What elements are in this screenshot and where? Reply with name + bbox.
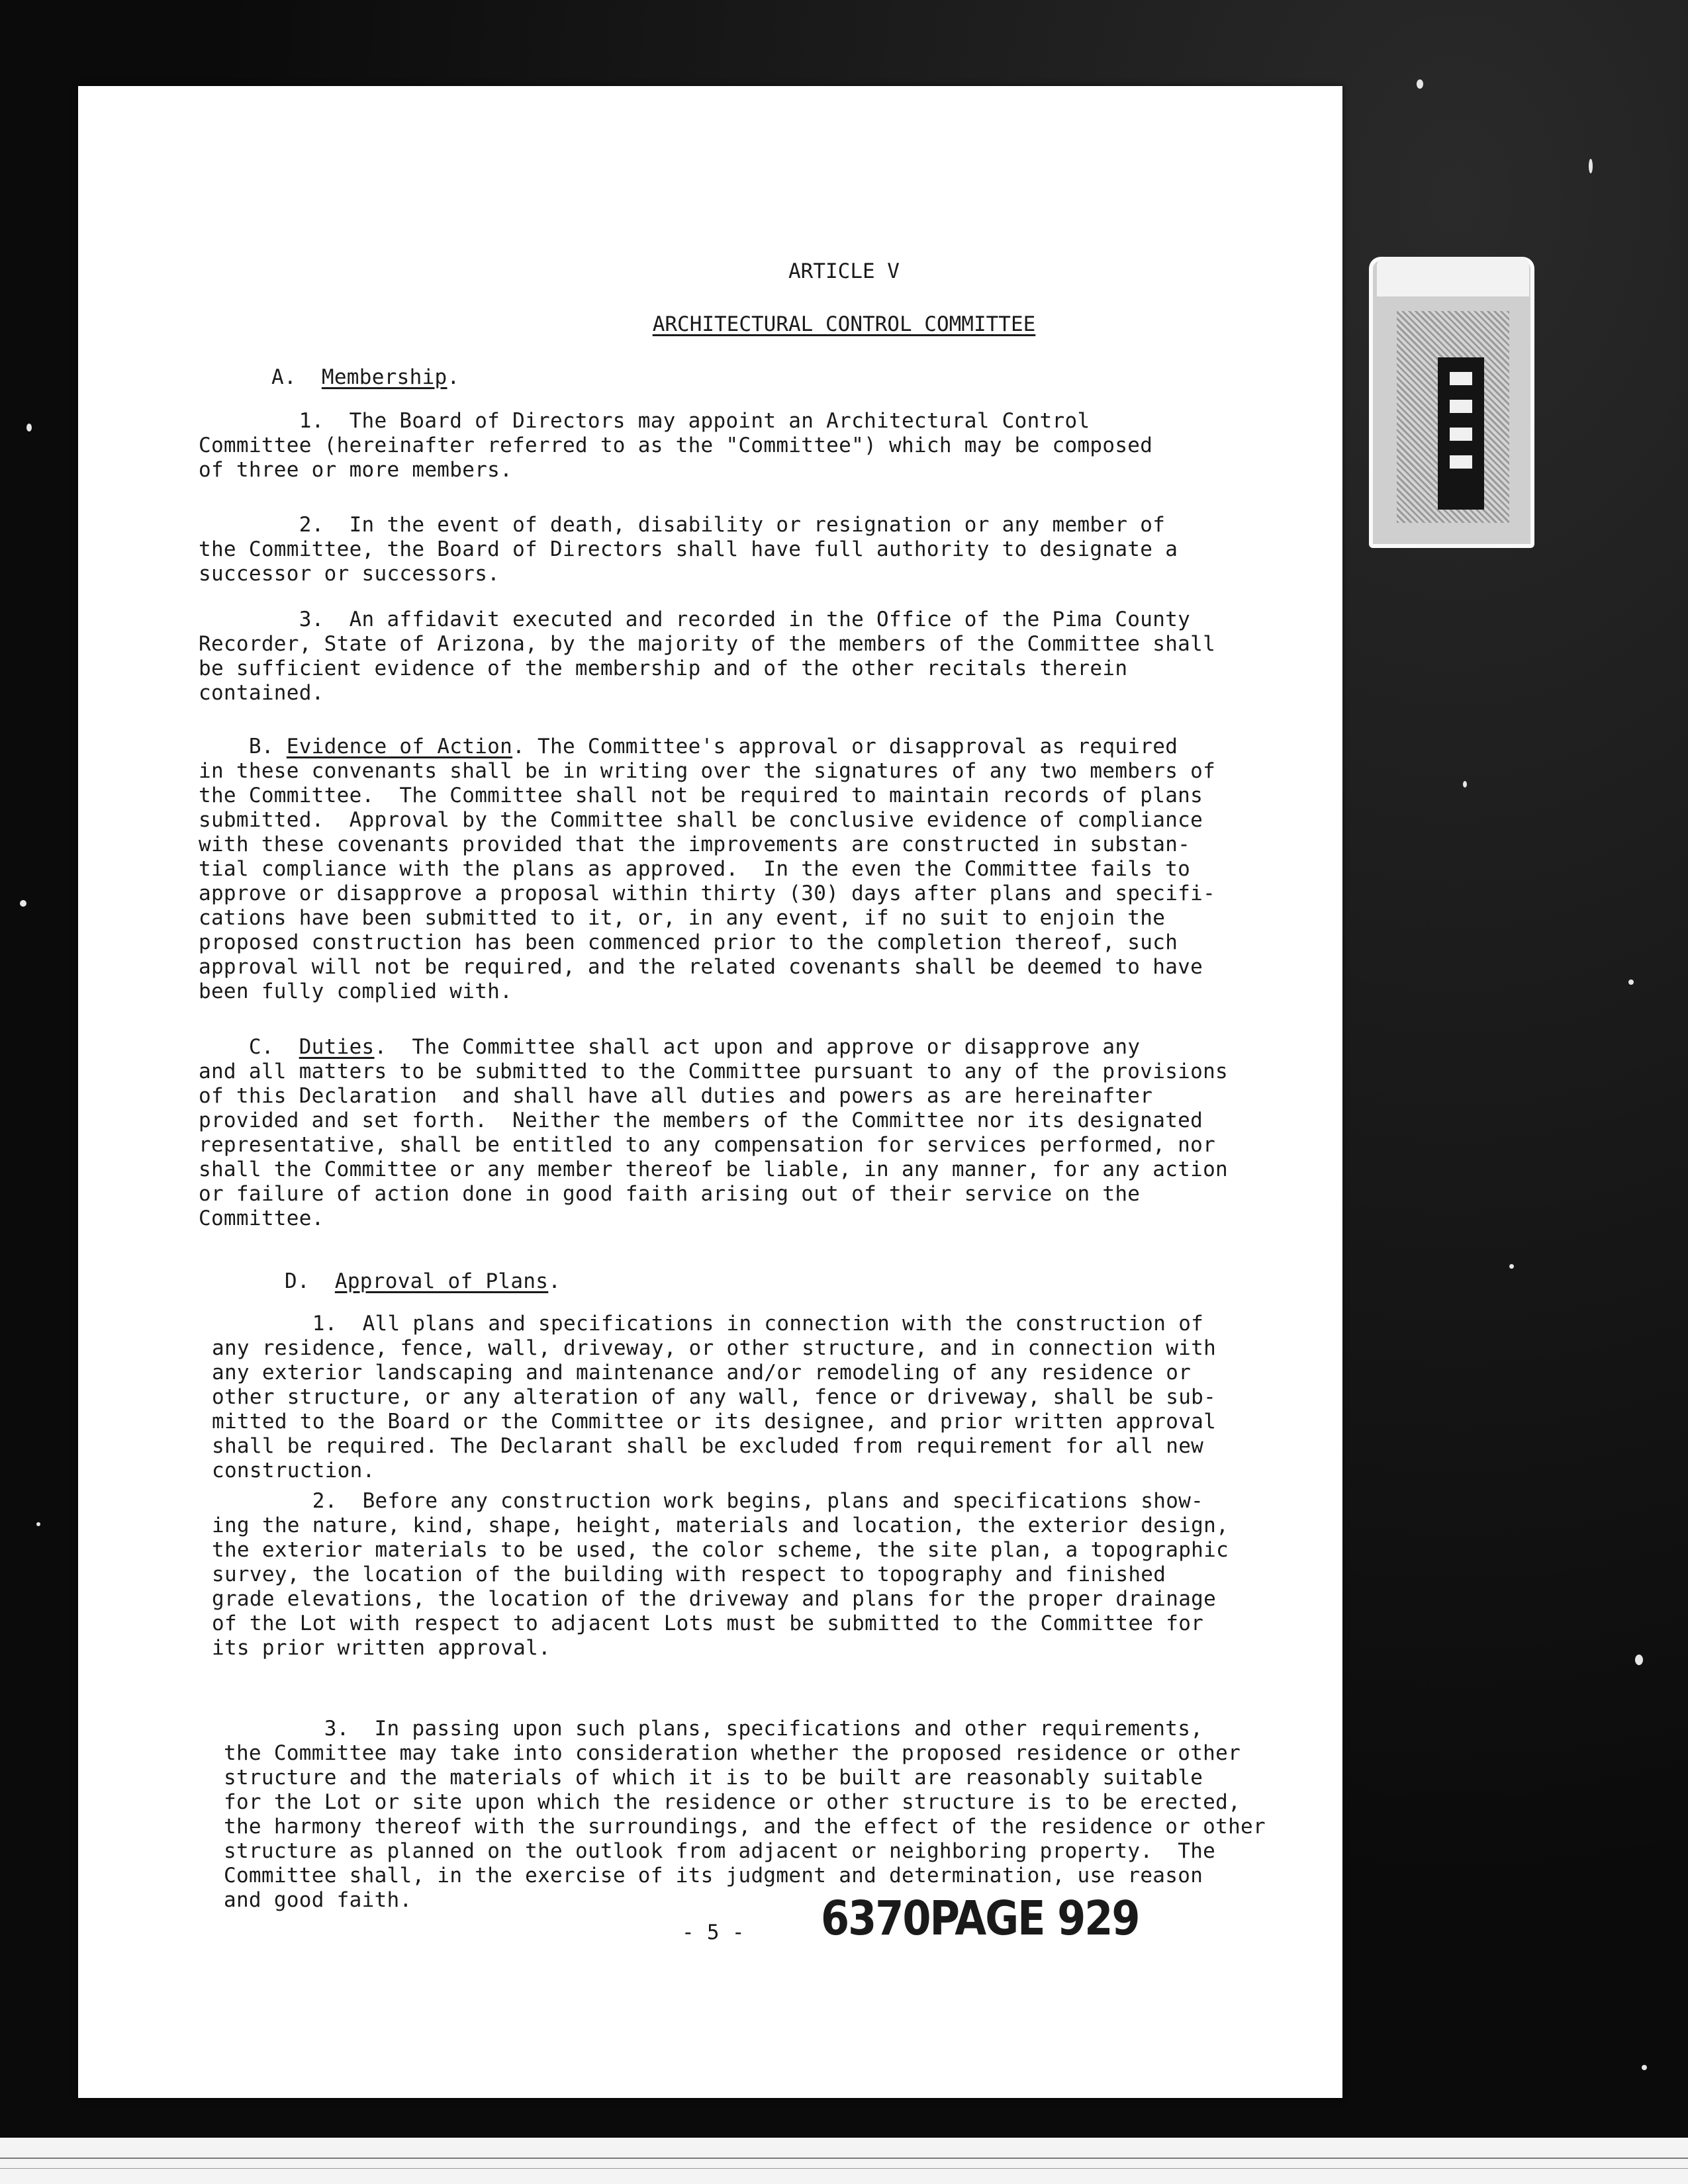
section-c-first-line: . The Committee shall act upon and approve or disapprove any xyxy=(374,1035,1141,1059)
text-line: grade elevations, the location of the driveway and plans for the proper drainage xyxy=(212,1587,1217,1611)
text-line: and all matters to be submitted to the Committee pursuant to any of the provisions xyxy=(199,1060,1229,1083)
section-d-heading: D. Approval of Plans. xyxy=(285,1269,561,1293)
text-line: been fully complied with. xyxy=(199,979,513,1003)
text-line: any exterior landscaping and maintenance and/or remodeling of any residence or xyxy=(212,1361,1192,1385)
text-line: proposed construction has been commenced prior to the completion thereof, such xyxy=(199,931,1178,954)
text-line: 3. In passing upon such plans, specifications and other requirements, xyxy=(224,1717,1203,1741)
text-line xyxy=(199,1035,1228,1060)
article-title xyxy=(0,312,1688,336)
text-line: 2. In the event of death, disability or resignation or any member of xyxy=(199,513,1166,537)
text-line: Committee. xyxy=(199,1206,324,1230)
text-line: any residence, fence, wall, driveway, or other structure, and in connection with xyxy=(212,1336,1217,1360)
scan-speck xyxy=(1642,2065,1647,2070)
text-line: representative, shall be entitled to any compensation for services performed, nor xyxy=(199,1133,1216,1157)
section-b-letter: B. xyxy=(199,735,287,758)
text-line: be sufficient evidence of the membership and of the other recitals therein xyxy=(199,657,1128,680)
scan-speck xyxy=(36,1522,40,1526)
text-line: cations have been submitted to it, or, in any event, if no suit to enjoin the xyxy=(199,906,1166,930)
article-heading: ARTICLE V xyxy=(788,259,900,283)
section-c-letter: C. xyxy=(199,1035,299,1059)
text-line: shall be required. The Declarant shall be excluded from requirement for all new xyxy=(212,1434,1204,1458)
text-line: of this Declaration and shall have all duties and powers as are hereinafter xyxy=(199,1084,1153,1108)
section-a-letter: A. xyxy=(271,365,297,389)
scan-speck xyxy=(1589,159,1593,173)
section-b-paragraph xyxy=(199,735,1215,1004)
section-a-title: Membership xyxy=(321,365,447,389)
text-line: mitted to the Board or the Committee or its designee, and prior written approval xyxy=(212,1410,1217,1433)
section-d-title: Approval of Plans xyxy=(334,1269,549,1293)
text-line: or failure of action done in good faith arising out of their service on the xyxy=(199,1182,1141,1206)
section-d-paragraph-1 xyxy=(212,1312,1216,1483)
section-b-title: Evidence of Action xyxy=(286,735,513,758)
text-line: the Committee, the Board of Directors shall have full authority to designate a xyxy=(199,537,1178,561)
text-line: contained. xyxy=(199,681,324,705)
scan-speck xyxy=(1509,1264,1514,1269)
scan-bottom-edge xyxy=(0,2138,1688,2184)
text-line: its prior written approval. xyxy=(212,1636,551,1660)
text-line: Committee shall, in the exercise of its judgment and determination, use reason xyxy=(224,1864,1203,1888)
scan-speck xyxy=(1628,979,1634,985)
section-c-title: Duties xyxy=(299,1035,375,1059)
scan-speck xyxy=(1417,79,1423,89)
text-line: in these convenants shall be in writing over the signatures of any two members of xyxy=(199,759,1216,783)
text-line: tial compliance with the plans as approved. In the even the Committee fails to xyxy=(199,857,1191,881)
text-line: Committee (hereinafter referred to as the "Committee") which may be composed xyxy=(199,433,1153,457)
section-a-paragraph-2 xyxy=(199,513,1178,586)
text-line: the Committee. The Committee shall not be required to maintain records of plans xyxy=(199,784,1203,807)
section-d-paragraph-2 xyxy=(212,1489,1229,1661)
text-line: and good faith. xyxy=(224,1888,412,1912)
section-c-paragraph xyxy=(199,1035,1228,1231)
scan-speck xyxy=(1635,1655,1643,1665)
text-line: of the Lot with respect to adjacent Lots must be submitted to the Committee for xyxy=(212,1612,1204,1635)
meter-device-window xyxy=(1438,357,1484,510)
text-line: 3. An affidavit executed and recorded in the Office of the Pima County xyxy=(199,608,1191,631)
text-line: successor or successors. xyxy=(199,562,500,586)
text-line: the harmony thereof with the surroundings, and the effect of the residence or other xyxy=(224,1815,1266,1839)
section-a-heading: A. Membership. xyxy=(271,365,460,389)
recording-stamp: 6370PAGE 929 xyxy=(821,1890,1139,1946)
scan-speck xyxy=(20,900,26,907)
scan-speck xyxy=(1463,781,1467,788)
text-line: approve or disapprove a proposal within thirty (30) days after plans and specifi- xyxy=(199,882,1216,905)
section-a-paragraph-1 xyxy=(199,409,1152,482)
text-line: Recorder, State of Arizona, by the majority of the members of the Committee shall xyxy=(199,632,1216,656)
text-line: structure as planned on the outlook from adjacent or neighboring property. The xyxy=(224,1839,1216,1863)
section-d-letter: D. xyxy=(285,1269,310,1293)
text-line: structure and the materials of which it is to be built are reasonably suitable xyxy=(224,1766,1203,1790)
text-line: for the Lot or site upon which the residence or other structure is to be erected, xyxy=(224,1790,1241,1814)
text-line: the exterior materials to be used, the color scheme, the site plan, a topographic xyxy=(212,1538,1229,1562)
text-line: shall the Committee or any member thereof be liable, in any manner, for any action xyxy=(199,1158,1229,1181)
text-line: other structure, or any alteration of any wall, fence or driveway, shall be sub- xyxy=(212,1385,1217,1409)
text-line xyxy=(199,735,1215,759)
text-line: submitted. Approval by the Committee shall be conclusive evidence of compliance xyxy=(199,808,1203,832)
text-line: construction. xyxy=(212,1459,375,1482)
page-number: - 5 - xyxy=(682,1921,745,1944)
scan-speck xyxy=(26,424,32,432)
text-line: the Committee may take into consideration whether the proposed residence or other xyxy=(224,1741,1241,1765)
text-line: ing the nature, kind, shape, height, materials and location, the exterior design, xyxy=(212,1514,1229,1537)
text-line: 1. All plans and specifications in connection with the construction of xyxy=(212,1312,1204,1336)
text-line: approval will not be required, and the related covenants shall be deemed to have xyxy=(199,955,1203,979)
section-b-first-line: . The Committee's approval or disapproval as required xyxy=(512,735,1178,758)
text-line: of three or more members. xyxy=(199,458,513,482)
section-d-paragraph-3 xyxy=(224,1717,1266,1913)
section-a-paragraph-3 xyxy=(199,608,1215,705)
text-line: with these covenants provided that the improvements are constructed in substan- xyxy=(199,833,1191,856)
text-line: 2. Before any construction work begins, plans and specifications show- xyxy=(212,1489,1204,1513)
text-line: 1. The Board of Directors may appoint an Architectural Control xyxy=(199,409,1090,433)
article-title-text: ARCHITECTURAL CONTROL COMMITTEE xyxy=(652,312,1036,336)
text-line: survey, the location of the building with respect to topography and finished xyxy=(212,1563,1166,1586)
text-line: provided and set forth. Neither the members of the Committee nor its designated xyxy=(199,1109,1203,1132)
